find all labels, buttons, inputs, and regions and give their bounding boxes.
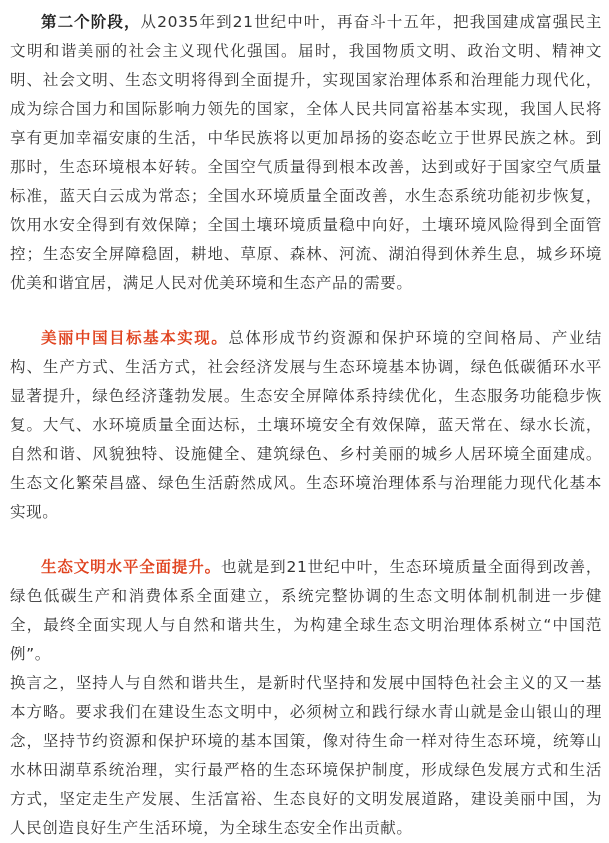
article-body [10,0,602,843]
second-stage-heading: 第二个阶段， [41,13,141,31]
paragraph-ecological-civilization [10,553,602,669]
paragraph-beautiful-china-goal [10,324,602,527]
paragraph-conclusion [10,669,602,843]
ecological-civilization-heading: 生态文明水平全面提升。 [41,558,222,576]
beautiful-china-goal-text: 总体形成节约资源和保护环境的空间格局、产业结构、生产方式、生活方式，社会经济发展与生态环境基本协调，绿色低碳循环水平显著提升，绿色经济蓬勃发展。生态安全屏障体系持续优化，生态服务功能稳步恢复。大气、水环境质量全面达标，土壤环境安全有效保障，蓝天常在、绿水长流，自然和谐、风貌独特、设施健全、建筑绿色、乡村美丽的城乡人居环境全面建成。生态文化繁荣昌盛、绿色生活蔚然成风。生态环境治理体系与治理能力现代化基本实现。 [10,329,602,521]
conclusion-text: 换言之，坚持人与自然和谐共生，是新时代坚持和发展中国特色社会主义的又一基本方略。要求我们在建设生态文明中，必须树立和践行绿水青山就是金山银山的理念，坚持节约资源和保护环境的基本国策，像对待生命一样对待生态环境，统筹山水林田湖草系统治理，实行最严格的生态环境保护制度，形成绿色发展方式和生活方式，坚定走生产发展、生活富裕、生态良好的文明发展道路，建设美丽中国，为人民创造良好生产生活环境，为全球生态安全作出贡献。 [10,674,602,837]
beautiful-china-goal-heading: 美丽中国目标基本实现。 [41,329,229,347]
paragraph-second-stage [10,8,602,298]
ecological-civilization-text: 也就是到21世纪中叶，生态环境质量全面得到改善，绿色低碳生产和消费体系全面建立，系统完整协调的生态文明体制机制进一步健全，最终全面实现人与自然和谐共生，为构建全球生态文明治理体系树立“中国范例”。 [10,558,602,663]
second-stage-text: 从2035年到21世纪中叶，再奋斗十五年，把我国建成富强民主文明和谐美丽的社会主义现代化强国。届时，我国物质文明、政治文明、精神文明、社会文明、生态文明将得到全面提升，实现国家治理体系和治理能力现代化，成为综合国力和国际影响力领先的国家，全体人民共同富裕基本实现，我国人民将享有更加幸福安康的生活，中华民族将以更加昂扬的姿态屹立于世界民族之林。到那时，生态环境根本好转。全国空气质量得到根本改善，达到或好于国家空气质量标准，蓝天白云成为常态；全国水环境质量全面改善，水生态系统功能初步恢复，饮用水安全得到有效保障；全国土壤环境质量稳中向好，土壤环境风险得到全面管控；生态安全屏障稳固，耕地、草原、森林、河流、湖泊得到休养生息，城乡环境优美和谐宜居，满足人民对优美环境和生态产品的需要。 [10,13,602,292]
